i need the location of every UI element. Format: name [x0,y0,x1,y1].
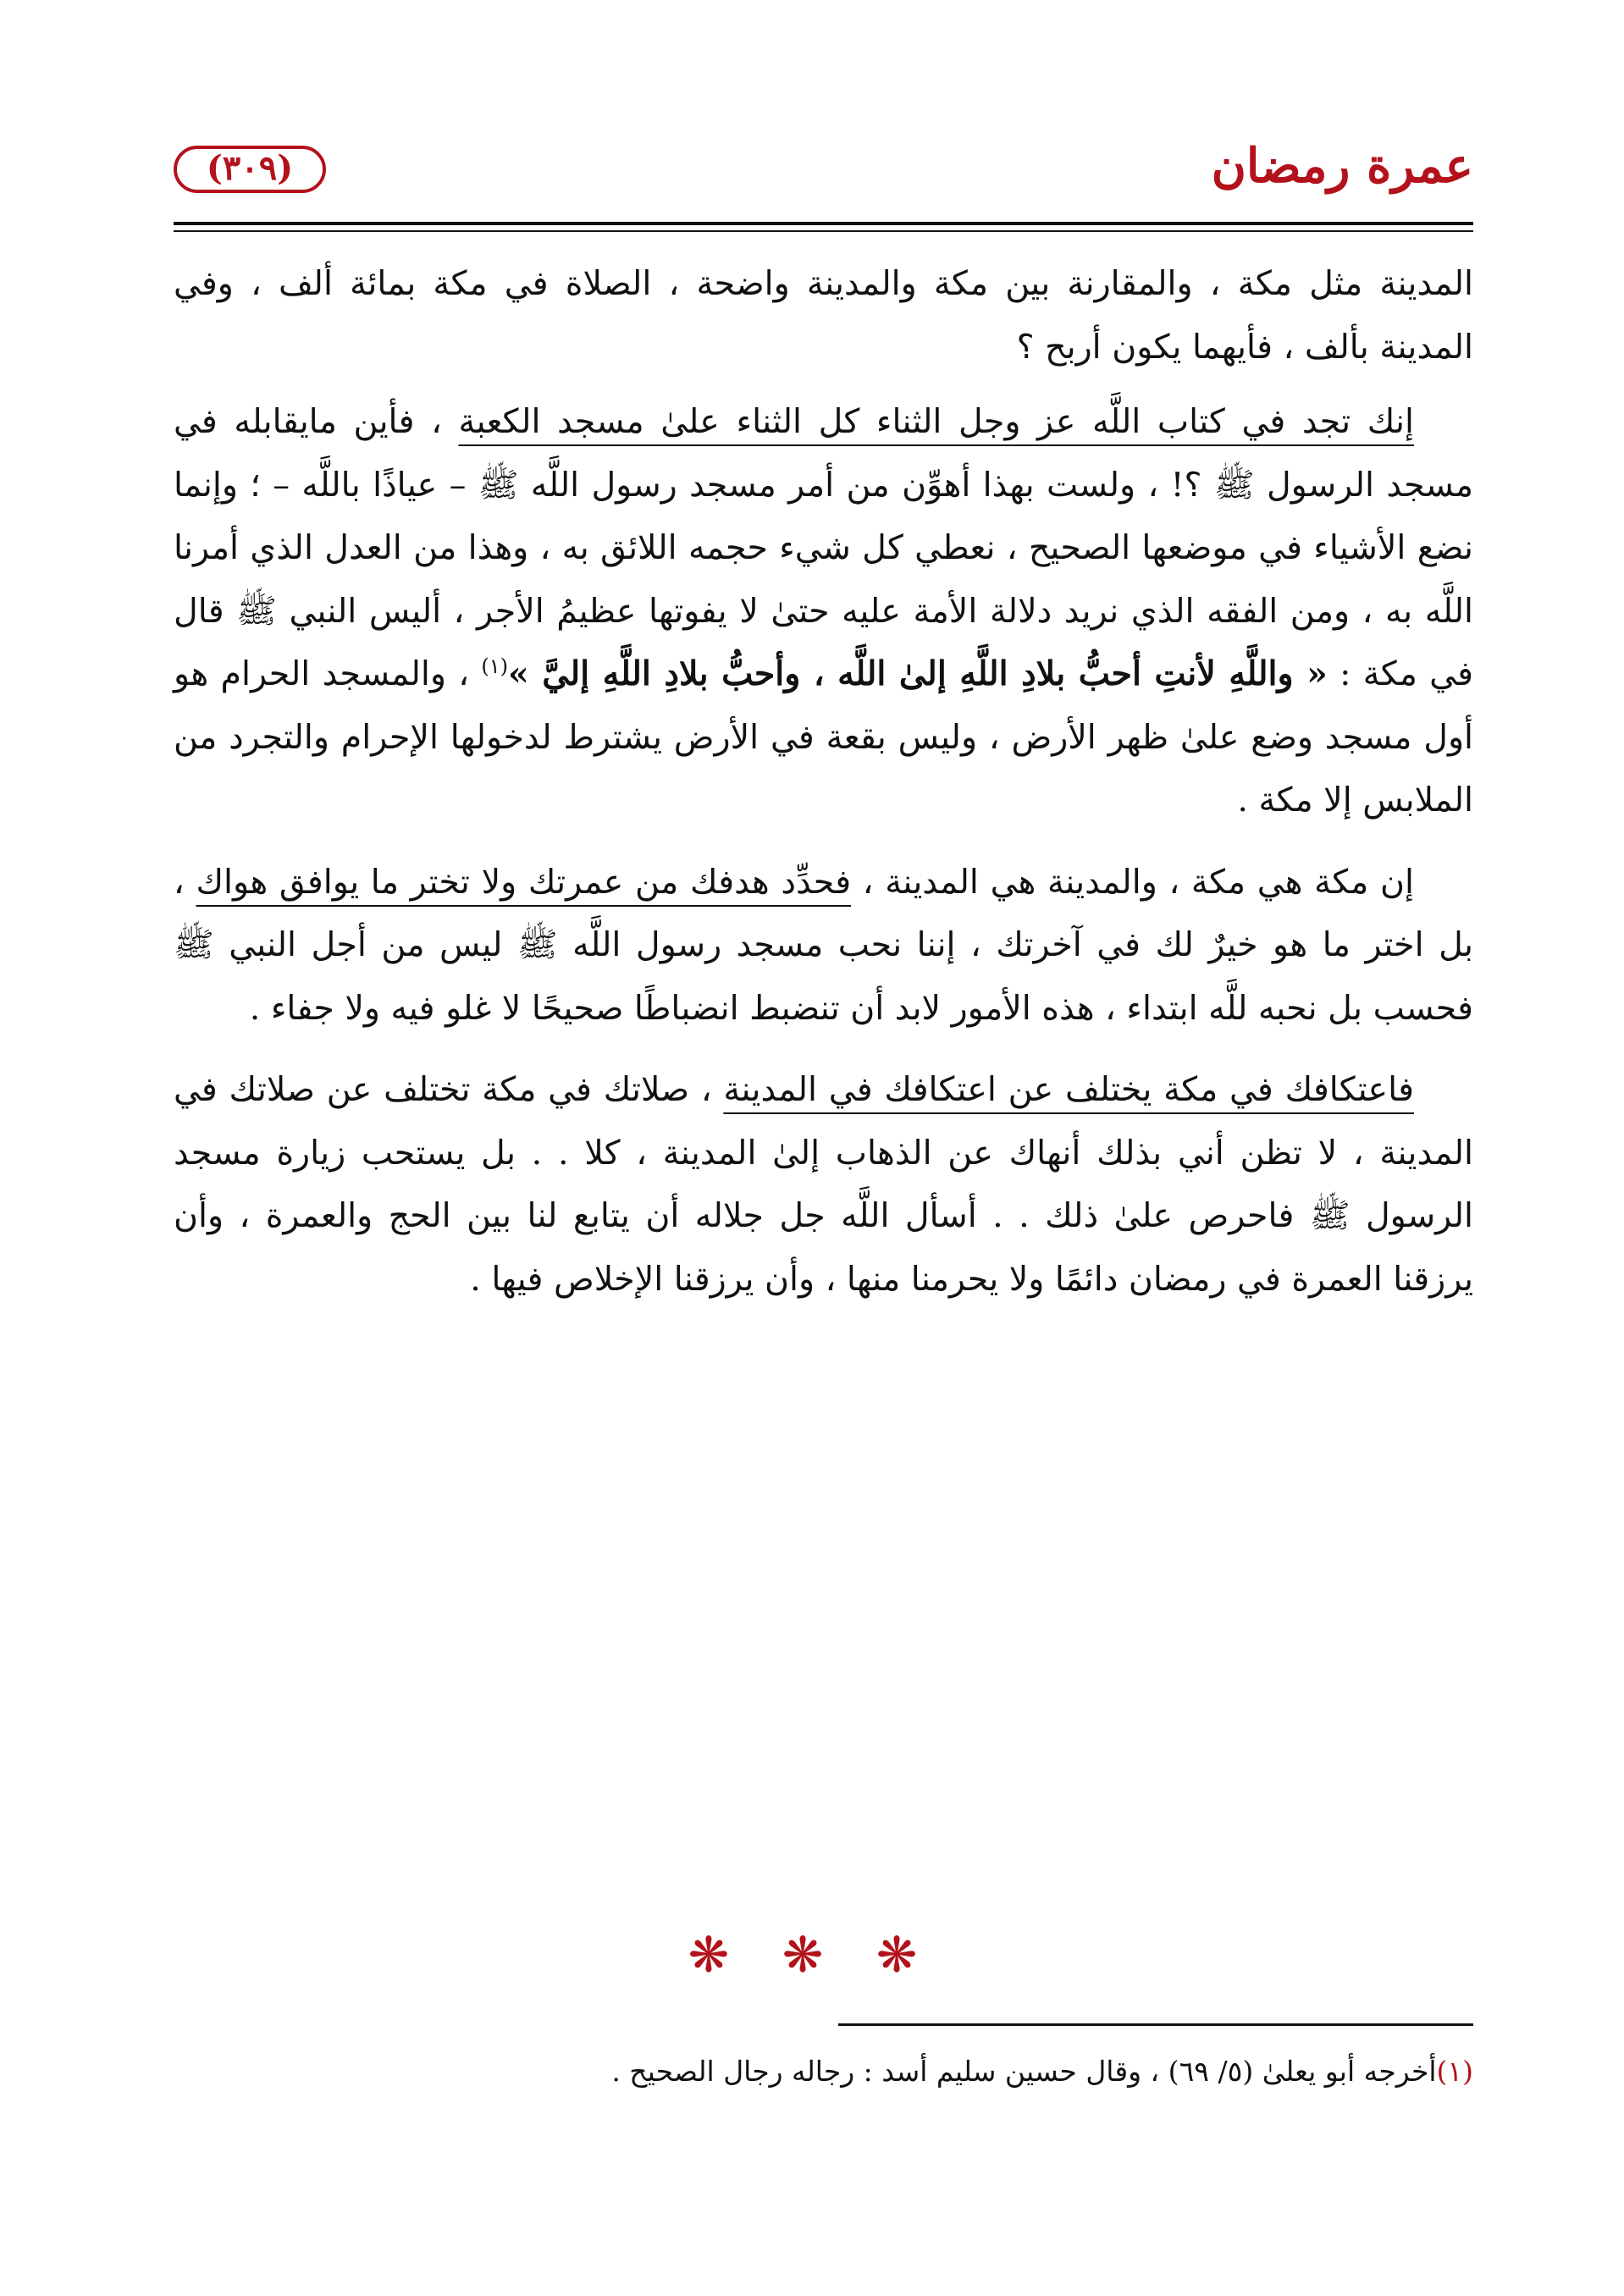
paragraph [174,851,1473,1040]
paragraph [174,1058,1473,1311]
footnote-rule [838,2023,1473,2026]
paragraph [174,390,1473,832]
underlined-phrase: فحدِّد هدفك من عمرتك ولا تختر ما يوافق هواك [196,862,852,902]
running-title: عمرة رمضان [1211,138,1473,194]
underlined-phrase: فاعتكافك في مكة يختلف عن اعتكافك في المدينة [723,1070,1414,1109]
header-rule-thin [174,230,1473,232]
footnote-text: أخرجه أبو يعلىٰ (٥/ ٦٩) ، وقال حسين سليم أسد : رجاله رجال الصحيح . [611,2055,1437,2088]
paragraph [174,252,1473,378]
underlined-phrase: إنك تجد في كتاب اللَّه عز وجل الثناء كل الثناء علىٰ مسجد الكعبة [458,402,1414,441]
header-rule-thick [174,222,1473,225]
text-run: ، فأين مايقابله في مسجد الرسول ﷺ ؟! ، ولست بهذا أهوِّن من أمر مسجد رسول اللَّه ﷺ – عياذًا باللَّه – ؛ وإنما نضع الأشياء في موضعها الصحيح ، نعطي كل شيء حجمه اللائق به ، وهذا من العدل الذي أمرنا اللَّه به ، ومن الفقه الذي نريد دلالة الأمة عليه حتىٰ لا يفوتها عظيمُ الأجر ، أليس النبي ﷺ قال في مكة : [174,402,1473,693]
footnote-marker: (١) [1436,2055,1473,2088]
text-run: إن مكة هي مكة ، والمدينة هي المدينة ، [851,862,1415,902]
hadith-quote: « واللَّهِ لأنتِ أحبُّ بلادِ اللَّهِ إلىٰ اللَّه ، وأحبُّ بلادِ اللَّهِ إليَّ » [508,654,1328,693]
text-run: المدينة مثل مكة ، والمقارنة بين مكة والمدينة واضحة ، الصلاة في مكة بمائة ألف ، وفي المدينة بألف ، فأيهما يكون أربح ؟ [174,264,1473,367]
page-header [174,127,1473,229]
text-run: ، والمسجد الحرام هو أول مسجد وضع علىٰ ظهر الأرض ، وليس بقعة في الأرض يشترط لدخولها الإحرام والتجرد من الملابس إلا مكة . [174,654,1473,820]
section-separator: ❋ ❋ ❋ [688,1926,936,1984]
footnote [174,2049,1473,2095]
page-number-badge: (٣٠٩) [174,146,326,193]
footnote-ref: (١) [481,654,508,678]
text-run: ، بل اختر ما هو خيرٌ لك في آخرتك ، إننا نحب مسجد رسول اللَّه ﷺ ليس من أجل النبي ﷺ فحسب بل نحبه للَّه ابتداء ، هذه الأمور لابد أن تنضبط انضباطًا صحيحًا لا غلو فيه ولا جفاء . [174,862,1473,1028]
body-text [174,252,1473,1327]
text-run: ، صلاتك في مكة تختلف عن صلاتك في المدينة ، لا تظن أني بذلك أنهاك عن الذهاب إلىٰ المدينة ، كلا . . بل يستحب زيارة مسجد الرسول ﷺ فاحرص علىٰ ذلك . . أسأل اللَّه جل جلاله أن يتابع لنا بين الحج والعمرة ، وأن يرزقنا العمرة في رمضان دائمًا ولا يحرمنا منها ، وأن يرزقنا الإخلاص فيها . [174,1070,1473,1299]
